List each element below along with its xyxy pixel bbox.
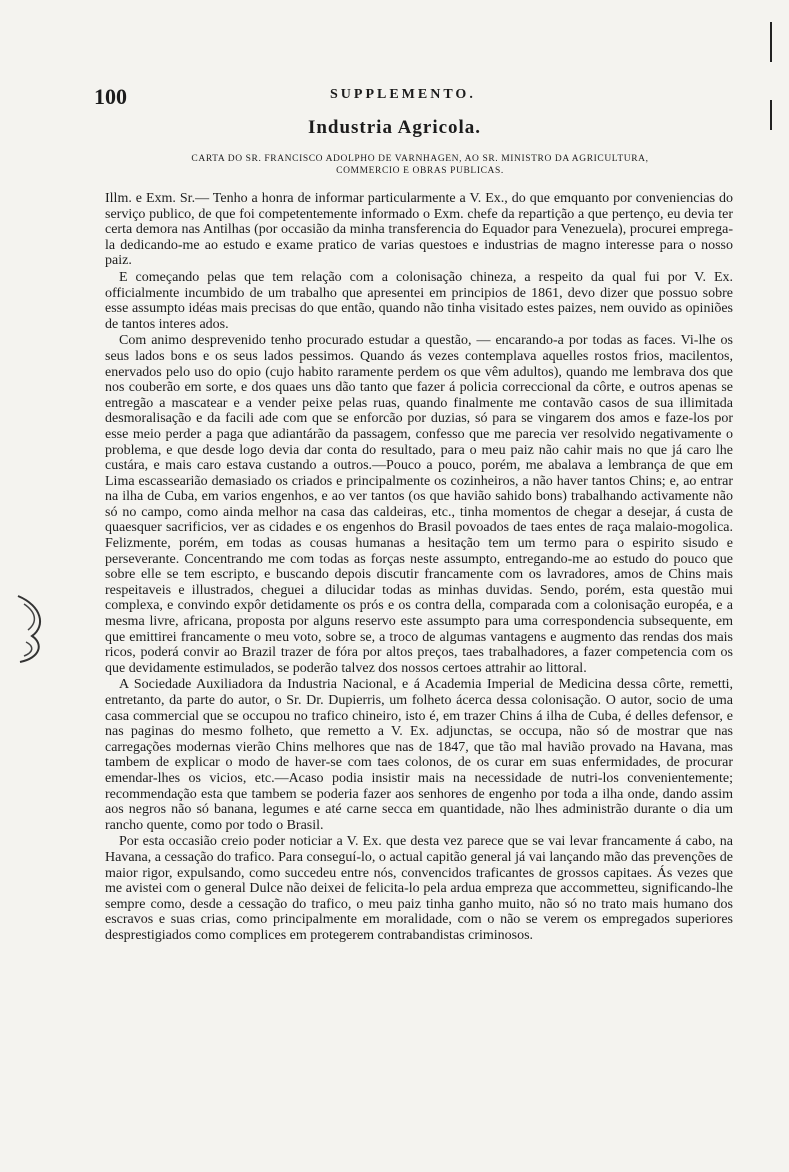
scan-edge-mark (770, 100, 772, 130)
paragraph-study: Com animo desprevenido tenho procurado estudar a questão, — encarando-a por todas as faces. Vi-lhe os seus lados bons e os seus lados pessimos. Quando ás vezes contemplava aquelles rostos frios, macilentos, enervados pelo uso do opio (cujo habito raramente perdem os que vêm adultos), quando me lembrava dos que nos couberão em sorte, e dos quaes uns dão tanto que fazer á policia correccional da côrte, e outros apenas se entregão a mascatear e a vender peixe pelas ruas, quando finalmente me contavão casos de sua illimitada desmoralisação e da facili ade com que se enforcão por duzias, só para se vingarem dos amos e faze-los por esse meio perder a paga que adiantárão da passagem, confesso que me parecia ver resolvido negativamente o problema, e que desde logo devia dar conta do resultado, para o meu paiz não cahir mais no que já caro lhe custára, e mais caro estava custando a outros.—Pouco a pouco, porém, me abalava a lembrança de que em Lima escassearião demasiado os criados e principalmente os cozinheiros, a não haver tantos Chins; e, ao entrar na ilha de Cuba, em varios engenhos, e ao ver tantos (os que havião sahido bons) trabalhando activamente não só no campo, como ainda melhor na casa das caldeiras, etc., tinha momentos de chegar a desejar, á custa de quaesquer sacrificios, ver as cidades e os engenhos do Brasil povoados de taes entes de raça malaio-mogolica. Felizmente, porém, em todas as cousas humanas a hesitação tem um termo para o espirito sisudo e perseverante. Concentrando me com todas as forças neste assumpto, entregando-me ao estudo do pouco que sobre elle se tem escripto, e buscando depois discutir francamente com os lavradores, amos de Chins mais respeitaveis e illustrados, cheguei a dilucidar todas as minhas duvidas. Sendo, porém, esta questão mui complexa, e convindo expôr detidamente os prós e os contra della, comparada com a colonisação européa, e a mesma livre, africana, proposta por alguns reservo este assumpto para uma correspondencia subsequente, em que emittirei francamente o meu voto, sobre se, a troco de algumas vantagens e augmento das rendas dos mais ricos, poderá convir ao Brazil trazer de fóra por altos preços, taes trabalhadores, a fazer competencia com os que devidamente estimulados, se poderão talvez dos nossos certoes attrahir ao littoral. (105, 333, 733, 676)
paragraph-havana: Por esta occasião creio poder noticiar a V. Ex. que desta vez parece que se vai levar francamente á cabo, na Havana, a cessação do trafico. Para conseguí-lo, o actual capitão general já vai lançando mão das prevenções de maior rigor, expulsando, como succedeu entre nós, convencidos traficantes de grossos capitaes. Ás vezes que me avistei com o general Dulce não deixei de felicita-lo pela ardua empreza que accommetteu, significando-lhe sempre como, desde a cessação do trafico, o meu paiz tinha ganho muito, não só no trato mais humano dos escravos e suas crias, como principalmente em moralidade, com o não se verem os empregados superiores desprestigiados como complices em protegerem contrabandistas criminosos. (105, 834, 733, 943)
scan-edge-mark (770, 22, 772, 62)
article-body (105, 191, 733, 944)
page-number: 100 (94, 84, 127, 109)
running-head: SUPPLEMENTO. (330, 87, 476, 102)
paragraph-colonisation: E começando pelas que tem relação com a colonisação chineza, a respeito da qual fui por V. Ex. officialmente incumbido de um trabalho que apresentei em principios de 1861, devo dizer que possuo sobre esse assumpto idéas mais precisas do que então, quando não tinha visitado estes paizes, nem ouvido as opiniões de tantos interes ados. (105, 269, 733, 332)
paragraph-sociedade: A Sociedade Auxiliadora da Industria Nacional, e á Academia Imperial de Medicina dessa côrte, remetti, entretanto, da parte do autor, o Sr. Dr. Dupierris, um folheto ácerca dessa colonisação. O autor, socio de uma casa commercial que se occupou no trafico chineiro, isto é, em trazer Chins á ilha de Cuba, é delles defensor, e nas paginas do mesmo folheto, que remetto a V. Ex. adjunctas, se occupa, não só de mostrar que nas carregações modernas vierão Chins melhores que nas de 1847, que tão mal havião provado na Havana, mas tambem de explicar o modo de haver-se com taes colonos, de os curar em suas enfermidades, de procurar emendar-lhes os vicios, etc.—Acaso podia insistir mais na necessidade de nutri-los convenientemente; recommendação esta que tambem se poderia fazer aos senhores de engenho por toda a ilha onde, dando assim aos negros não só banana, legumes e até carne secca em quantidade, não lhes administrão durante o dia um rancho quente, como por todo o Brasil. (105, 677, 733, 833)
letter-heading (100, 153, 740, 177)
letter-heading-line: CARTA DO SR. FRANCISCO ADOLPHO DE VARNHAGEN, AO SR. MINISTRO DA AGRICULTURA, (191, 154, 649, 164)
letter-subheading: COMMERCIO E OBRAS PUBLICAS. (336, 166, 504, 176)
section-title: Industria Agricola. (307, 117, 482, 138)
margin-ornament-icon (14, 592, 50, 664)
paragraph-salutation: Illm. e Exm. Sr.— Tenho a honra de informar particularmente a V. Ex., do que emquanto por conveniencias do serviço publico, de que foi competentemente informado o Exm. chefe da repartição a que pertenço, eu devia ter certa demora nas Antilhas (por occasião da minha transferencia do Equador para Venezuela), procurei emprega-la dedicando-me ao estudo e exame pratico de varias questoes e industrias de magno interesse para o nosso paiz. (105, 191, 733, 269)
